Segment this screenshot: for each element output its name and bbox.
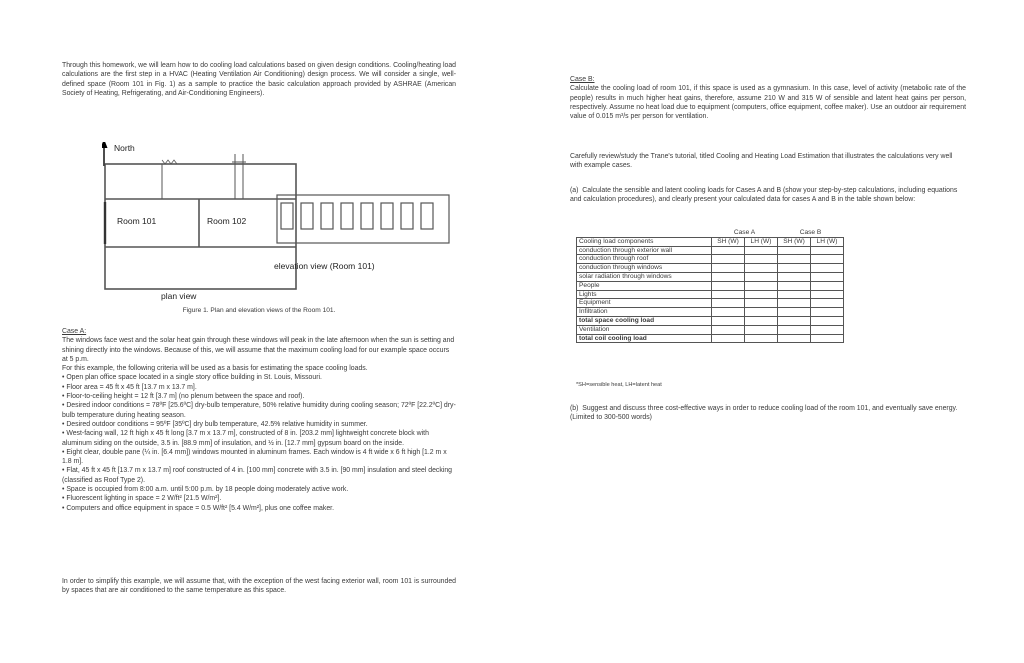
part-b-question	[570, 404, 966, 423]
table-cell[interactable]	[778, 299, 811, 308]
review-paragraph: Carefully review/study the Trane's tutorial, titled Cooling and Heating Load Estimation that illustrates the calculations very well with example cases.	[570, 153, 953, 170]
table-cell[interactable]	[811, 308, 844, 317]
table-cell: conduction through roof	[577, 255, 712, 264]
table-cell[interactable]	[745, 308, 778, 317]
case-a-column-header: Case A	[712, 229, 778, 237]
table-cell[interactable]	[712, 316, 745, 325]
part-a-text: Calculate the sensible and latent cooling loads for Cases A and B (show your step-by-step calculations, including equations and calculation procedures), and clearly present your calculated data for cases A and B in the table shown below:	[570, 187, 958, 204]
part-a-question	[570, 186, 966, 205]
table-cell[interactable]	[712, 246, 745, 255]
list-item: • Eight clear, double pane (¼ in. [6.4 mm]) windows mounted in aluminum frames. Each window is 4 ft wide x 6 ft high [1.2 m x 1.8 m].	[62, 448, 447, 466]
table-cell[interactable]	[712, 272, 745, 281]
table-cell[interactable]	[811, 255, 844, 264]
table-cell[interactable]	[778, 255, 811, 264]
plan-view-label: plan view	[161, 291, 197, 301]
north-arrow-icon	[102, 142, 108, 166]
table-cell[interactable]	[745, 299, 778, 308]
table-cell[interactable]	[811, 264, 844, 273]
table-row	[577, 299, 844, 308]
table-row	[577, 272, 844, 281]
table-cell[interactable]	[745, 246, 778, 255]
table-cell: conduction through exterior wall	[577, 246, 712, 255]
room-101-label: Room 101	[117, 216, 157, 226]
table-cell[interactable]	[712, 264, 745, 273]
table-cell[interactable]	[712, 334, 745, 343]
part-b-marker: (b)	[570, 405, 579, 412]
table-cell[interactable]	[811, 325, 844, 334]
table-cell[interactable]	[811, 281, 844, 290]
closing-paragraph: In order to simplify this example, we will assume that, with the exception of the west facing exterior wall, room 101 is surrounded by spaces that are air conditioned to the same temperature as this space.	[62, 578, 456, 595]
table-header-row	[577, 237, 844, 246]
table-row	[577, 264, 844, 273]
case-b-paragraph: Calculate the cooling load of room 101, if this space is used as a gymnasium. In this case, level of activity (metabolic rate of the people) results in much higher heat gains, therefore, assume 210 W and 315 W of sensible and latent heat gains per person, respectively. Assume no heat load due to equipment (computers, office equipment, coffee maker). Use an outdoor air requirement value of 0.015 m³/s per person for ventilation.	[570, 85, 966, 121]
table-cell[interactable]	[745, 334, 778, 343]
room-102-label: Room 102	[207, 216, 247, 226]
table-header-cell: LH (W)	[811, 237, 844, 246]
table-cell[interactable]	[811, 246, 844, 255]
table-header-cell: SH (W)	[712, 237, 745, 246]
table-row	[577, 334, 844, 343]
case-a-paragraph-1: The windows face west and the solar heat gain through these windows will peak in the late afternoon when the sun is setting and shining directly into the windows. Because of this, we will assume that the maximum cooling load for our example space occurs at 5 p.m.	[62, 337, 455, 363]
case-a-criteria-list	[62, 373, 456, 512]
table-cell[interactable]	[778, 290, 811, 299]
list-item: • Open plan office space located in a single story office building in St. Louis, Missouri.	[62, 374, 322, 382]
table-footnote: *SH=sensible heat, LH=latent heat	[576, 382, 662, 388]
table-cell[interactable]	[778, 281, 811, 290]
list-item: • Fluorescent lighting in space = 2 W/ft² [21.5 W/m²].	[62, 495, 222, 503]
table-cell[interactable]	[745, 272, 778, 281]
table-cell: People	[577, 281, 712, 290]
table-cell: Ventilation	[577, 325, 712, 334]
table-cell[interactable]	[745, 290, 778, 299]
table-cell[interactable]	[712, 299, 745, 308]
case-a-section	[62, 327, 456, 513]
table-cell: total space cooling load	[577, 316, 712, 325]
list-item: • Space is occupied from 8:00 a.m. until 5:00 p.m. by 18 people doing moderately active work.	[62, 486, 349, 494]
table-cell[interactable]	[778, 325, 811, 334]
list-item: • Computers and office equipment in space = 0.5 W/ft² [5.4 W/m²], plus one coffee maker.	[62, 504, 334, 512]
figure-plan-elevation	[102, 142, 458, 318]
table-cell[interactable]	[778, 334, 811, 343]
part-a-marker: (a)	[570, 187, 579, 194]
case-b-column-header: Case B	[778, 229, 844, 237]
case-a-heading: Case A:	[62, 328, 87, 335]
table-cell[interactable]	[745, 255, 778, 264]
table-cell[interactable]	[811, 299, 844, 308]
table-cell[interactable]	[811, 272, 844, 281]
table-cell[interactable]	[811, 290, 844, 299]
north-label: North	[114, 143, 135, 153]
list-item: • West-facing wall, 12 ft high x 45 ft long [3.7 m x 13.7 m], constructed of 8 in. [203.2 mm] lightweight concrete block with aluminum siding on the outside, 3.5 in. [88.9 mm] of insulation, and ½ in. [12.7 mm] gypsum board on the inside.	[62, 430, 429, 447]
table-header-cell: Cooling load components	[577, 237, 712, 246]
table-cell[interactable]	[712, 290, 745, 299]
case-b-section	[570, 75, 966, 121]
table-cell[interactable]	[712, 308, 745, 317]
table-cell[interactable]	[712, 325, 745, 334]
table-cell: Lights	[577, 290, 712, 299]
intro-paragraph: Through this homework, we will learn how to do cooling load calculations based on given design conditions. Cooling/heating load calculations are the first step in a HVAC (Heating Ventilation Air Conditioning) design process. We will consider a single, well-defined space (Room 101 in Fig. 1) as a sample to practice the basic calculation approach provided by ASHRAE (American Society of Heating, Refrigerating, and Air-Conditioning Engineers).	[62, 62, 456, 97]
list-item: • Desired outdoor conditions = 95ºF [35ºC] dry bulb temperature, 42.5% relative humidity in summer.	[62, 420, 368, 428]
table-cell[interactable]	[778, 272, 811, 281]
table-cell[interactable]	[745, 264, 778, 273]
table-row	[577, 290, 844, 299]
table-row	[577, 255, 844, 264]
list-item: • Floor area = 45 ft x 45 ft [13.7 m x 13.7 m].	[62, 383, 197, 391]
table-row	[577, 308, 844, 317]
elevation-view-drawing	[277, 195, 449, 243]
table-row	[577, 246, 844, 255]
table-cell[interactable]	[712, 281, 745, 290]
table-header-cell: LH (W)	[745, 237, 778, 246]
list-item: • Desired indoor conditions = 78ºF [25.6ºC] dry-bulb temperature, 50% relative humidity during cooling season; 72ºF [22.2ºC] dry-bulb temperature during heating season.	[62, 402, 456, 419]
table-cell[interactable]	[745, 325, 778, 334]
table-cell[interactable]	[745, 316, 778, 325]
table-header-cell: SH (W)	[778, 237, 811, 246]
table-cell: conduction through windows	[577, 264, 712, 273]
cooling-load-table	[576, 229, 844, 343]
table-cell[interactable]	[745, 281, 778, 290]
table-row	[577, 316, 844, 325]
part-b-text: Suggest and discuss three cost-effective ways in order to reduce cooling load of the room 101, and eventually save energy. (Limited to 300-500 words)	[570, 405, 958, 422]
case-b-heading: Case B:	[570, 76, 595, 83]
figure-caption: Figure 1. Plan and elevation views of the Room 101.	[182, 307, 336, 314]
list-item: • Flat, 45 ft x 45 ft [13.7 m x 13.7 m] roof constructed of 4 in. [100 mm] concrete with 3.5 in. [90 mm] insulation and steel decking (classified as Roof Type 2).	[62, 467, 453, 484]
table-cell[interactable]	[712, 255, 745, 264]
table-row	[577, 325, 844, 334]
table-cell[interactable]	[778, 316, 811, 325]
table-cell[interactable]	[778, 308, 811, 317]
table-row	[577, 281, 844, 290]
elevation-view-label: elevation view (Room 101)	[274, 261, 375, 271]
table-cell: total coil cooling load	[577, 334, 712, 343]
table-cell: solar radiation through windows	[577, 272, 712, 281]
table-cell: Infiltration	[577, 308, 712, 317]
table-cell[interactable]	[811, 316, 844, 325]
case-a-paragraph-2: For this example, the following criteria will be used as a basis for estimating the space cooling loads.	[62, 365, 368, 373]
table-cell[interactable]	[811, 334, 844, 343]
table-cell[interactable]	[778, 264, 811, 273]
table-cell[interactable]	[778, 246, 811, 255]
list-item: • Floor-to-ceiling height = 12 ft [3.7 m] (no plenum between the space and roof).	[62, 393, 305, 401]
table-cell: Equipment	[577, 299, 712, 308]
